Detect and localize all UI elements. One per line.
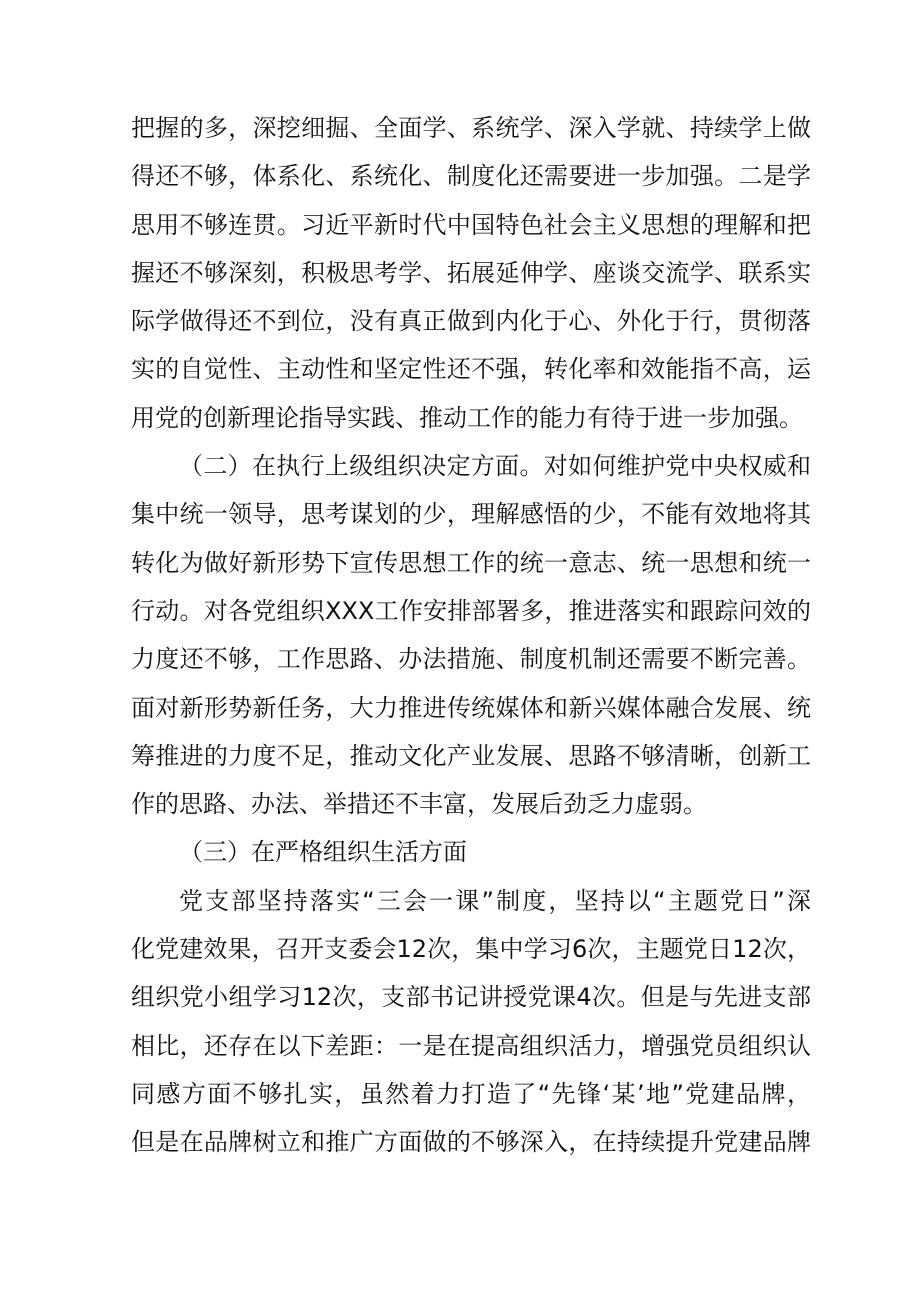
text-line-2: 得还不够，体系化、系统化、制度化还需要进一步加强。二是学 <box>131 162 811 191</box>
text-line-19: 组织党小组学习12次，支部书记讲授党课4次。但是与先进支部 <box>131 983 811 1012</box>
text-line-1: 把握的多，深挖细掘、全面学、系统学、深入学就、持续学上做 <box>131 114 811 142</box>
text-line-13: 面对新形势新任务，大力推进传统媒体和新兴媒体融合发展、统 <box>131 693 811 722</box>
text-line-3: 思用不够连贯。习近平新时代中国特色社会主义思想的理解和把 <box>131 210 811 239</box>
text-line-21: 同感方面不够扎实，虽然着力打造了“先锋‘某’地”党建品牌， <box>131 1079 811 1108</box>
text-line-12: 力度还不够，工作思路、办法措施、制度机制还需要不断完善。 <box>131 645 811 674</box>
text-line-17: 党支部坚持落实“三会一课”制度，坚持以“主题党日”深 <box>179 886 811 915</box>
text-line-15: 作的思路、办法、举措还不丰富，发展后劲乏力虚弱。 <box>131 790 707 819</box>
text-line-9: 集中统一领导，思考谋划的少，理解感悟的少，不能有效地将其 <box>131 500 811 529</box>
text-line-7: 用党的创新理论指导实践、推动工作的能力有待于进一步加强。 <box>131 403 803 432</box>
text-line-5: 际学做得还不到位，没有真正做到内化于心、外化于行，贯彻落 <box>131 307 811 336</box>
section-heading-3: （三）在严格组织生活方面 <box>179 838 467 867</box>
text-line-11: 行动。对各党组织XXX工作安排部署多，推进落实和跟踪问效的 <box>131 596 811 625</box>
text-line-22: 但是在品牌树立和推广方面做的不够深入，在持续提升党建品牌 <box>131 1128 811 1157</box>
text-line-4: 握还不够深刻，积极思考学、拓展延伸学、座谈交流学、联系实 <box>131 258 811 287</box>
text-line-18: 化党建效果，召开支委会12次，集中学习6次，主题党日12次， <box>131 935 811 964</box>
section-heading-2: （二）在执行上级组织决定方面。对如何维护党中央权威和 <box>179 452 811 481</box>
text-line-6: 实的自觉性、主动性和坚定性还不强，转化率和效能指不高，运 <box>131 355 811 384</box>
text-line-20: 相比，还存在以下差距：一是在提高组织活力，增强党员组织认 <box>131 1031 811 1060</box>
text-line-14: 筹推进的力度不足，推动文化产业发展、思路不够清晰，创新工 <box>131 741 811 770</box>
text-line-10: 转化为做好新形势下宣传思想工作的统一意志、统一思想和统一 <box>131 548 811 577</box>
body-text <box>131 104 811 1167</box>
